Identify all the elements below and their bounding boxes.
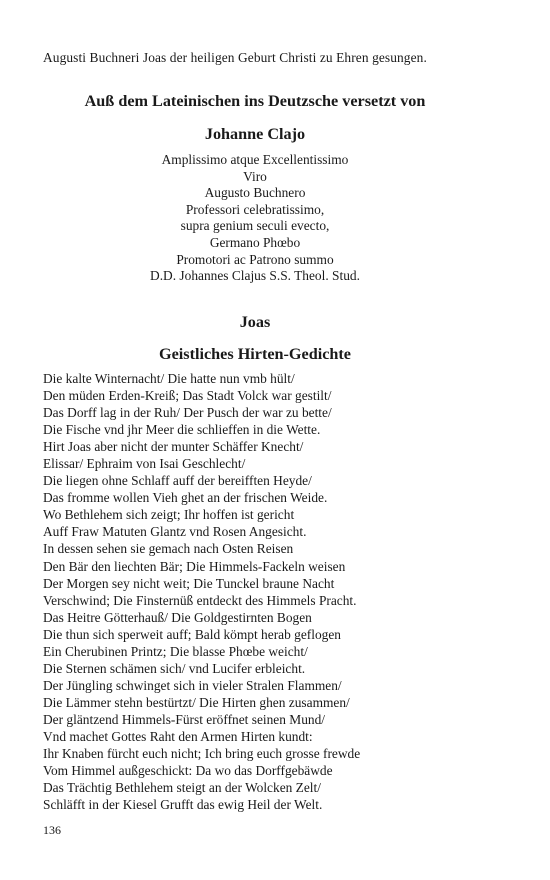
poem-subtitle: Geistliches Hirten-Gedichte bbox=[159, 345, 351, 363]
dedication-line: Germano Phœbo bbox=[209, 234, 301, 250]
running-head: Augusti Buchneri Joas der heiligen Geburt Christi zu Ehren gesungen. bbox=[43, 50, 427, 65]
dedication-line: Amplissimo atque Excellentissimo bbox=[161, 152, 349, 167]
poem-line: Vnd machet Gottes Raht den Armen Hirten kundt: bbox=[43, 728, 313, 744]
poem-line: Das fromme wollen Vieh ghet an der frischen Weide. bbox=[43, 490, 328, 506]
poem-line: In dessen sehen sie gemach nach Osten Reisen bbox=[43, 541, 294, 557]
poem-line: Die Sternen schämen sich/ vnd Lucifer erbleicht. bbox=[43, 660, 306, 676]
dedication-line: D.D. Johannes Clajus S.S. Theol. Stud. bbox=[150, 268, 360, 284]
poem-line: Verschwind; Die Finsternüß entdeckt des Himmels Pracht. bbox=[43, 592, 357, 608]
poem-title: Joas bbox=[239, 313, 271, 331]
translator-name: Johanne Clajo bbox=[204, 125, 306, 143]
poem-line: Die Lämmer stehn bestürtzt/ Die Hirten ghen zusammen/ bbox=[43, 694, 350, 710]
poem-line: Der Jüngling schwinget sich in vieler Stralen Flammen/ bbox=[43, 677, 342, 693]
poem-line: Wo Bethlehem sich zeigt; Ihr hoffen ist gericht bbox=[43, 507, 295, 523]
poem-line: Schläfft in der Kiesel Grufft das ewig Heil der Welt. bbox=[43, 797, 323, 813]
poem-line: Auff Fraw Matuten Glantz vnd Rosen Angesicht. bbox=[43, 524, 307, 540]
poem-line: Den müden Erden-Kreiß; Das Stadt Volck war gestilt/ bbox=[43, 388, 332, 404]
poem-line: Ihr Knaben fürcht euch nicht; Ich bring euch grosse frewde bbox=[43, 746, 361, 762]
poem-line: Die liegen ohne Schlaff auff der bereifften Heyde/ bbox=[43, 473, 312, 489]
poem-line: Das Trächtig Bethlehem steigt an der Wolcken Zelt/ bbox=[43, 780, 321, 796]
dedication-line: Augusto Buchnero bbox=[204, 185, 306, 201]
poem-body bbox=[43, 370, 360, 813]
dedication-line: Promotori ac Patrono summo bbox=[176, 251, 334, 267]
poem-line: Vom Himmel außgeschickt: Da wo das Dorffgebäwde bbox=[43, 763, 333, 779]
poem-line: Hirt Joas aber nicht der munter Schäffer Knecht/ bbox=[43, 439, 304, 455]
poem-line: Das Heitre Götterhauß/ Die Goldgestirnten Bogen bbox=[43, 609, 312, 625]
poem-line: Die thun sich sperweit auff; Bald kömpt herab geflogen bbox=[43, 626, 341, 642]
poem-line: Die kalte Winternacht/ Die hatte nun vmb hült/ bbox=[43, 371, 295, 386]
poem-line: Das Dorff lag in der Ruh/ Der Pusch der war zu bette/ bbox=[43, 405, 332, 421]
translation-heading: Auß dem Lateinischen ins Deutzsche versetzt von bbox=[84, 92, 426, 110]
dedication-line: Professori celebratissimo, bbox=[185, 201, 325, 217]
poem-line: Ein Cherubinen Printz; Die blasse Phœbe weicht/ bbox=[43, 643, 308, 659]
poem-line: Die Fische vnd jhr Meer die schlieffen in die Wette. bbox=[43, 422, 321, 438]
dedication-block bbox=[0, 152, 510, 285]
dedication-line: Viro bbox=[243, 168, 267, 184]
poem-line: Den Bär den liechten Bär; Die Himmels-Fackeln weisen bbox=[43, 558, 346, 574]
poem-line: Der Morgen sey nicht weit; Die Tunckel braune Nacht bbox=[43, 575, 335, 591]
poem-line: Der gläntzend Himmels-Fürst eröffnet seinen Mund/ bbox=[43, 711, 326, 727]
page-number: 136 bbox=[43, 823, 61, 837]
poem-line: Elissar/ Ephraim von Isai Geschlecht/ bbox=[43, 456, 246, 472]
dedication-line: supra genium seculi evecto, bbox=[180, 218, 330, 234]
